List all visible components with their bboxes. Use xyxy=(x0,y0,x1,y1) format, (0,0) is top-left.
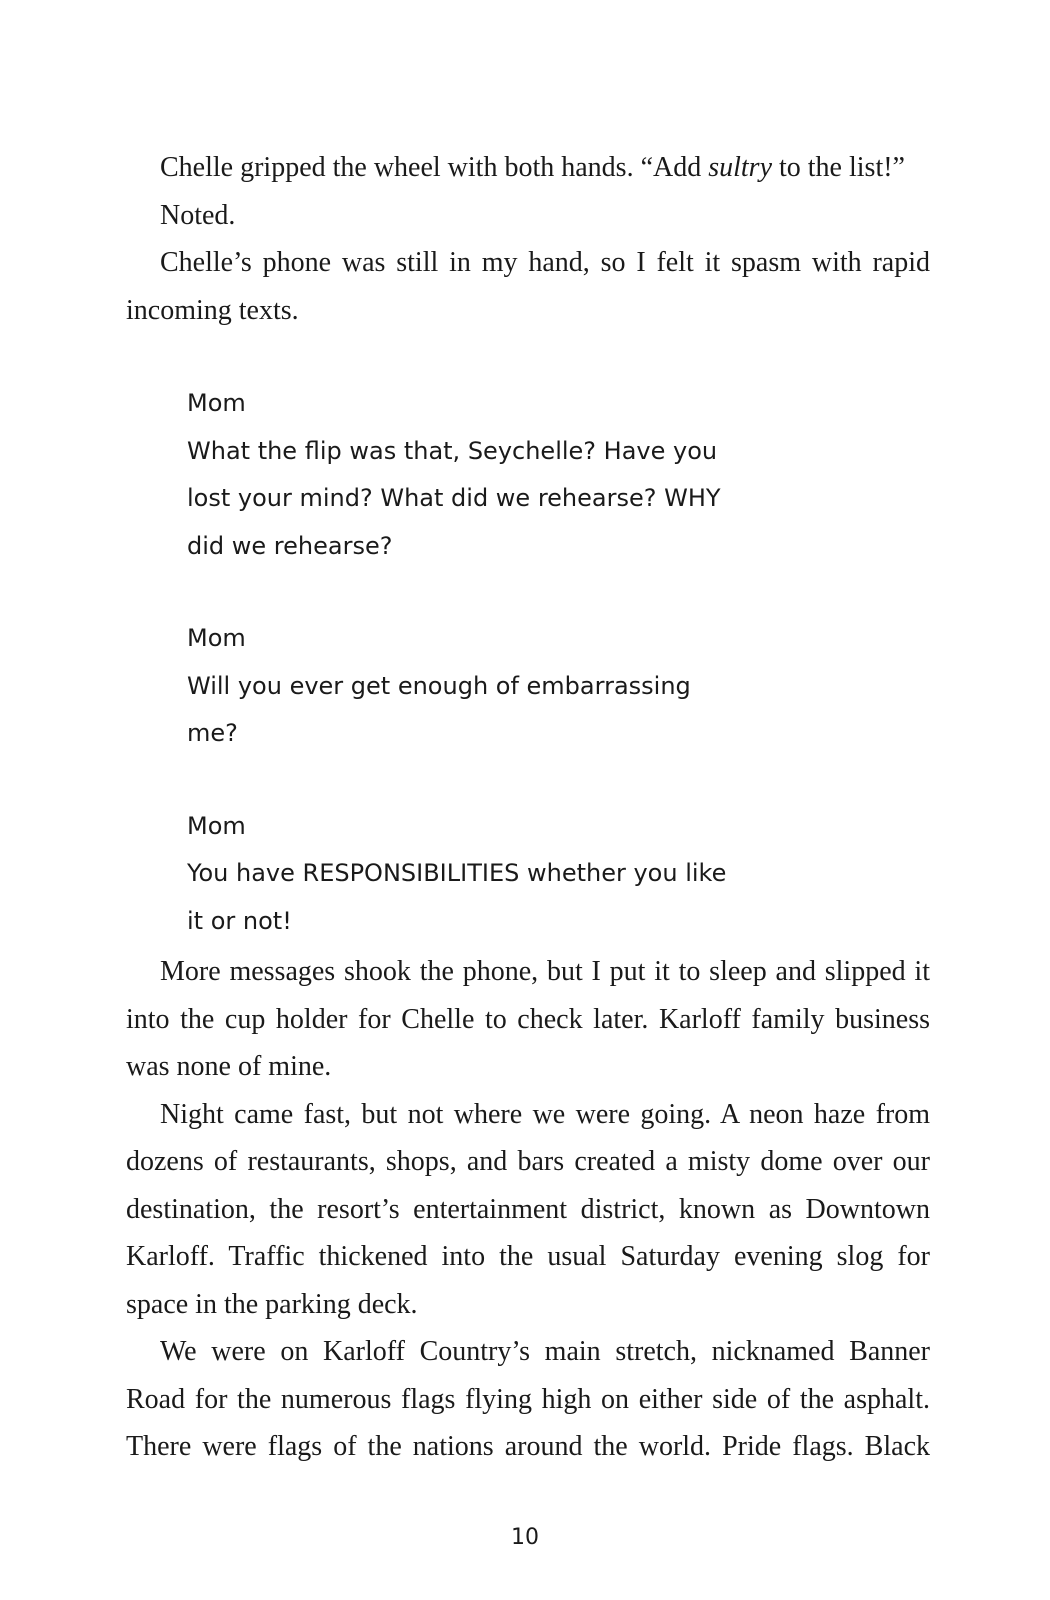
text-message-thread xyxy=(187,380,747,945)
text-message xyxy=(187,380,747,570)
top-prose xyxy=(126,144,930,334)
emphasis-sultry: sultry xyxy=(708,152,772,183)
message-line: lost your mind? What did we rehearse? WHY xyxy=(187,484,721,512)
paragraph-more-messages: More messages shook the phone, but I put it to sleep and slipped it into the cup holder for Chelle to check later. Karloff family business was none of mine. xyxy=(126,956,930,1082)
message-sender: Mom xyxy=(187,389,246,417)
page-number: 10 xyxy=(511,1525,539,1550)
message-line: Will you ever get enough of embarrassing me? xyxy=(187,671,691,747)
paragraph-phone-texts: Chelle’s phone was still in my hand, so I felt it spasm with rapid incoming texts. xyxy=(126,247,930,326)
message-line: it or not! xyxy=(187,906,292,935)
message-line: You have RESPONSIBILITIES whether you like xyxy=(187,859,727,887)
message-line: did we rehearse? xyxy=(187,531,393,560)
paragraph-night-came: Night came fast, but not where we were going. A neon haze from dozens of restaurants, shops, and bars created a misty dome over our destination, the resort’s entertainment district, known as Downtown Karloff. Traffic thickened into the usual Saturday evening slog for space in the parking deck. xyxy=(126,1098,930,1320)
paragraph-noted: Noted. xyxy=(160,199,236,231)
message-sender: Mom xyxy=(187,811,246,840)
message-sender: Mom xyxy=(187,624,246,652)
message-line: What the flip was that, Seychelle? Have you xyxy=(187,436,718,465)
text-message xyxy=(187,803,747,946)
bottom-prose xyxy=(126,948,930,1471)
paragraph-chelle-gripped: Chelle gripped the wheel with both hands. “Add sultry to the list!” xyxy=(160,152,905,183)
text-message xyxy=(187,615,747,758)
paragraph-banner-road: We were on Karloff Country’s main stretch, nicknamed Banner Road for the numerous flags flying high on either side of the asphalt. There were flags of the nations around the world. Pride flags. Black xyxy=(126,1336,930,1462)
